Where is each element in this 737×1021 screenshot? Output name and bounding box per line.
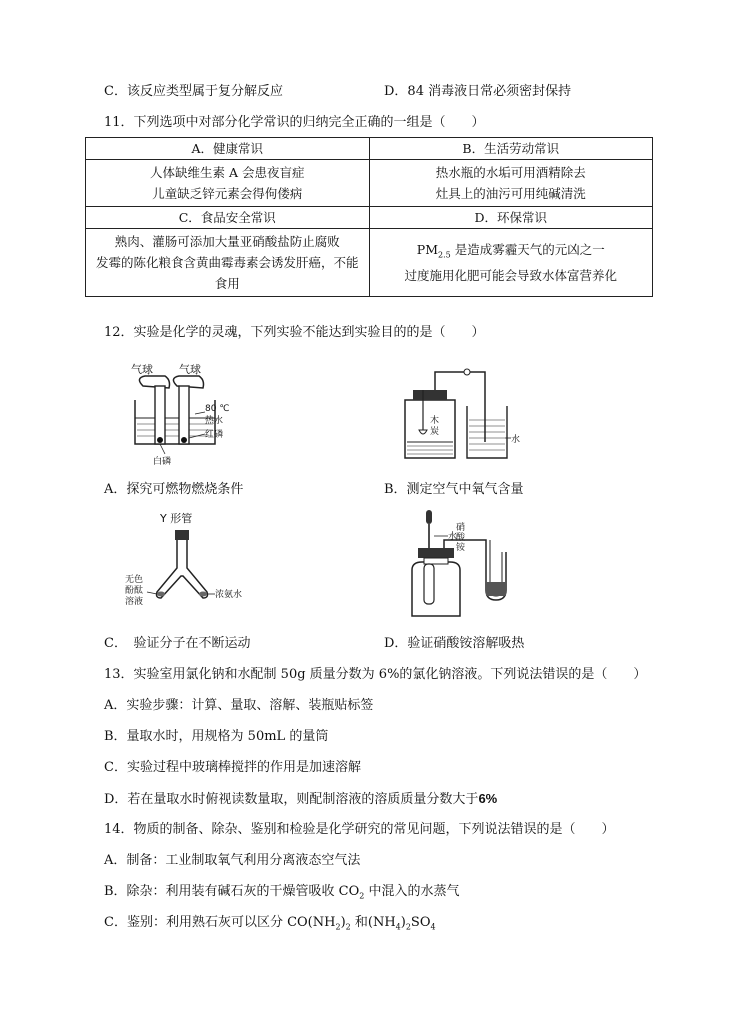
q13-option-c: C．实验过程中玻璃棒搅拌的作用是加速溶解 xyxy=(104,760,361,775)
q12-figure-b xyxy=(395,360,525,465)
q14-option-c xyxy=(104,915,436,936)
q11-a-body xyxy=(86,160,370,207)
q13-option-b: B．量取水时，用规格为 50mL 的量筒 xyxy=(104,729,329,744)
q14-b-pre: B．除杂：利用装有碱石灰的干燥管吸收 CO xyxy=(104,884,360,899)
fig-d-salt-3: 铵 xyxy=(456,543,466,553)
fig-b-water-label: 水 xyxy=(511,435,521,445)
fig-a-whitep-label: 白磷 xyxy=(153,457,172,467)
q11-c-head: C．食品安全常识 xyxy=(86,207,370,229)
q11-b-head: B．生活劳动常识 xyxy=(369,138,653,160)
fig-c-label-2: 酚酞 xyxy=(125,586,144,596)
fig-a-hotwater-label: 热水 xyxy=(205,416,224,426)
q14-option-a: A．制备：工业制取氧气利用分离液态空气法 xyxy=(104,853,361,868)
fig-a-redp-label: 红磷 xyxy=(205,430,224,440)
fig-c-ammonia-label: 浓氨水 xyxy=(215,590,243,600)
q14-c-mid2: 和(NH xyxy=(350,915,396,930)
q13-option-d xyxy=(104,791,497,808)
q14-c-pre: C．鉴别：利用熟石灰可以区分 CO(NH xyxy=(104,915,336,930)
q12-stem: 12．实验是化学的灵魂，下列实验不能达到实验目的的是（ ） xyxy=(104,325,485,340)
q14-c-mid1: ) xyxy=(340,915,346,930)
q14-option-b xyxy=(104,884,460,905)
q10-option-c: C．该反应类型属于复分解反应 xyxy=(104,84,283,99)
fig-a-red-phosphorus xyxy=(181,437,187,443)
q11-d-line1 xyxy=(376,239,647,266)
q13-option-d-text: D．若在量取水时俯视读数量取，则配制溶液的溶质质量分数大于 xyxy=(104,792,479,807)
q11-d-body xyxy=(369,229,653,297)
q11-c-line2: 发霉的陈化粮食含黄曲霉毒素会诱发肝癌，不能 xyxy=(95,255,359,270)
q11-a-head: A．健康常识 xyxy=(86,138,370,160)
fig-b-charcoal-1: 木 xyxy=(430,416,440,426)
q12-option-c: C． 验证分子在不断运动 xyxy=(104,636,251,651)
q11-table xyxy=(85,137,653,297)
q14-c-mid4: SO xyxy=(410,915,431,930)
q11-d-head: D．环保常识 xyxy=(369,207,653,229)
q12-option-b: B．测定空气中氧气含量 xyxy=(384,482,524,497)
fig-d-salt-2: 酸 xyxy=(456,533,466,543)
q13-option-a: A．实验步骤：计算、量取、溶解、装瓶贴标签 xyxy=(104,698,374,713)
q11-stem: 11．下列选项中对部分化学常识的归纳完全正确的一组是（ ） xyxy=(104,115,485,130)
fig-a-temp-label: 80 ℃ xyxy=(205,404,230,414)
fig-c-title: Y 形管 xyxy=(160,512,193,525)
q12-option-a: A．探究可燃物燃烧条件 xyxy=(104,482,244,497)
q12-figure-c xyxy=(125,508,265,628)
fig-b-charcoal-2: 炭 xyxy=(430,427,440,437)
q11-d-pm-rest: 是造成雾霾天气的元凶之一 xyxy=(450,241,605,257)
q11-c-line3: 食用 xyxy=(214,276,240,291)
q13-stem: 13．实验室用氯化钠和水配制 50g 质量分数为 6%的氯化钠溶液。下列说法错误的是（ ） xyxy=(104,667,647,682)
fig-d-water-label: 水 xyxy=(448,532,458,542)
q14-c-sub4: 2 xyxy=(405,922,411,932)
q11-c-body xyxy=(86,229,370,297)
q14-c-sub3: 4 xyxy=(395,922,401,932)
q11-b-line2: 灶具上的油污可用纯碱清洗 xyxy=(435,186,586,201)
q14-c-sub2: 2 xyxy=(345,922,351,932)
fig-a-balloon-right-label: 气球 xyxy=(179,363,201,376)
fig-d-salt-1: 硝 xyxy=(456,523,466,533)
q10-option-d: D．84 消毒液日常必须密封保持 xyxy=(384,84,572,99)
q14-c-mid3: ) xyxy=(400,915,406,930)
q14-b-post: 中混入的水蒸气 xyxy=(364,884,460,899)
q12-figure-d xyxy=(400,508,520,623)
q14-stem: 14．物质的制备、除杂、鉴别和检验是化学研究的常见问题，下列说法错误的是（ ） xyxy=(104,822,615,837)
q12-figure-a xyxy=(125,358,255,473)
q12-option-d: D．验证硝酸铵溶解吸热 xyxy=(384,636,525,651)
q11-b-body xyxy=(369,160,653,207)
fig-a-white-phosphorus xyxy=(157,437,163,443)
q14-b-sub: 2 xyxy=(359,891,365,901)
q11-a-line1: 人体缺维生素 A 会患夜盲症 xyxy=(150,165,305,180)
q14-c-sub5: 4 xyxy=(430,922,436,932)
q11-a-line2: 儿童缺乏锌元素会得佝偻病 xyxy=(152,186,303,201)
q14-c-sub1: 2 xyxy=(335,922,341,932)
q11-b-line1: 热水瓶的水垢可用酒精除去 xyxy=(435,165,586,180)
q11-d-line2: 过度施用化肥可能会导致水体富营养化 xyxy=(404,268,617,284)
q13-option-d-value: 6% xyxy=(478,791,498,806)
fig-c-label-3: 溶液 xyxy=(125,597,144,607)
q11-d-pm-sub: 2.5 xyxy=(438,250,451,260)
q11-c-line1: 熟肉、灌肠可添加大量亚硝酸盐防止腐败 xyxy=(114,234,340,249)
fig-c-label-1: 无色 xyxy=(125,575,144,585)
fig-a-balloon-left-label: 气球 xyxy=(131,363,153,376)
q11-d-pm: PM xyxy=(416,241,438,257)
